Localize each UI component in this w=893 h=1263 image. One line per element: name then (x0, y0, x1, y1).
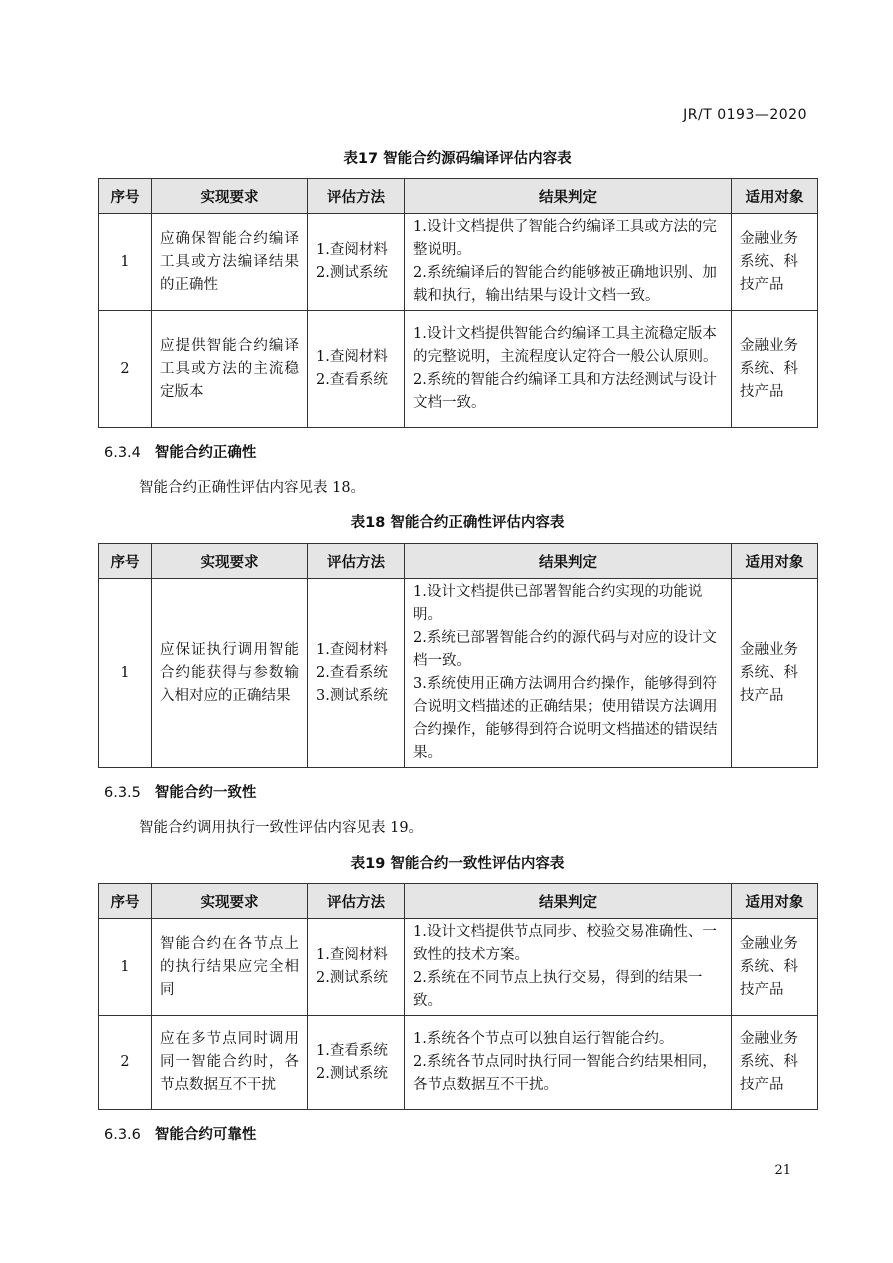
target-cell: 金融业务系统、科技产品 (732, 1016, 818, 1110)
table19-header-row (99, 884, 818, 919)
method-item: 1.查阅材料 (316, 349, 388, 365)
table-row (99, 311, 818, 428)
column-header: 评估方法 (308, 179, 405, 214)
result-item: 1.设计文档提供智能合约编译工具主流稳定版本的完整说明，主流程度认定符合一般公认原则。 (413, 326, 718, 365)
paragraph: 智能合约调用执行一致性评估内容见表 19。 (139, 820, 424, 836)
table18 (98, 543, 818, 768)
row-number: 2 (99, 1016, 152, 1110)
column-header: 评估方法 (308, 544, 405, 579)
method-item: 1.查阅材料 (316, 947, 388, 963)
result-item: 1.系统各个节点可以独自运行智能合约。 (413, 1031, 674, 1047)
section-heading-6-3-6 (104, 1123, 256, 1144)
requirement-cell: 应提供智能合约编译工具或方法的主流稳定版本 (152, 311, 308, 428)
target-cell: 金融业务系统、科技产品 (732, 214, 818, 311)
page-number: 21 (774, 1163, 791, 1178)
standard-code: JR/T 0193—2020 (683, 107, 807, 123)
section-number: 6.3.6 (104, 1127, 141, 1143)
column-header: 结果判定 (405, 544, 732, 579)
section-title: 智能合约一致性 (154, 785, 257, 801)
method-item: 2.测试系统 (316, 265, 388, 281)
row-number: 1 (99, 919, 152, 1016)
method-cell (308, 579, 405, 768)
result-item: 1.设计文档提供已部署智能合约实现的功能说明。 (413, 584, 703, 623)
result-cell (405, 579, 732, 768)
table-row (99, 1016, 818, 1110)
section-heading-6-3-4 (104, 441, 256, 462)
method-cell (308, 1016, 405, 1110)
requirement-cell: 应在多节点同时调用同一智能合约时，各节点数据互不干扰 (152, 1016, 308, 1110)
column-header: 适用对象 (732, 179, 818, 214)
row-number: 2 (99, 311, 152, 428)
method-item: 2.查看系统 (316, 664, 388, 681)
method-item: 1.查阅材料 (316, 242, 388, 258)
table-row (99, 579, 818, 768)
result-item: 2.系统的智能合约编译工具和方法经测试与设计文档一致。 (413, 372, 717, 411)
column-header: 实现要求 (152, 179, 308, 214)
method-item: 2.测试系统 (316, 1065, 388, 1082)
target-cell: 金融业务系统、科技产品 (732, 919, 818, 1016)
method-item: 3.测试系统 (316, 687, 388, 704)
result-cell (405, 1016, 732, 1110)
method-item: 1.查阅材料 (316, 641, 388, 658)
section-number: 6.3.5 (104, 785, 141, 801)
result-item: 2.系统各节点同时执行同一智能合约结果相同，各节点数据互不干扰。 (413, 1054, 717, 1093)
method-cell (308, 919, 405, 1016)
requirement-cell: 应保证执行调用智能合约能获得与参数输入相对应的正确结果 (152, 579, 308, 768)
requirement-cell: 应确保智能合约编译工具或方法编译结果的正确性 (152, 214, 308, 311)
table-row (99, 919, 818, 1016)
method-item: 1.查看系统 (316, 1042, 388, 1059)
result-item: 1.设计文档提供了智能合约编译工具或方法的完整说明。 (413, 219, 717, 258)
result-item: 2.系统编译后的智能合约能够被正确地识别、加载和执行，输出结果与设计文档一致。 (413, 265, 717, 304)
table17 (98, 178, 818, 428)
section-heading-6-3-5 (104, 781, 256, 802)
result-item: 2.系统已部署智能合约的源代码与对应的设计文档一致。 (413, 630, 717, 669)
section-title: 智能合约正确性 (154, 445, 257, 461)
column-header: 适用对象 (732, 884, 818, 919)
result-item: 1.设计文档提供节点同步、校验交易准确性、一致性的技术方案。 (413, 924, 717, 963)
column-header: 实现要求 (152, 884, 308, 919)
table-row (99, 214, 818, 311)
method-item: 2.测试系统 (316, 970, 388, 986)
method-cell (308, 311, 405, 428)
section-title: 智能合约可靠性 (154, 1127, 257, 1143)
table19 (98, 883, 818, 1110)
table17-caption: 表17 智能合约源码编译评估内容表 (343, 151, 572, 167)
paragraph: 智能合约正确性评估内容见表 18。 (139, 480, 366, 496)
table18-header-row (99, 544, 818, 579)
result-cell (405, 214, 732, 311)
row-number: 1 (99, 214, 152, 311)
section-number: 6.3.4 (104, 445, 141, 461)
column-header: 序号 (99, 884, 152, 919)
row-number: 1 (99, 579, 152, 768)
result-cell (405, 311, 732, 428)
target-cell: 金融业务系统、科技产品 (732, 579, 818, 768)
column-header: 结果判定 (405, 884, 732, 919)
column-header: 结果判定 (405, 179, 732, 214)
column-header: 序号 (99, 179, 152, 214)
result-item: 3.系统使用正确方法调用合约操作，能够得到符合说明文档描述的正确结果；使用错误方法调用合约操作，能够得到符合说明文档描述的错误结果。 (413, 676, 718, 761)
requirement-cell: 智能合约在各节点上的执行结果应完全相同 (152, 919, 308, 1016)
method-cell (308, 214, 405, 311)
table19-caption: 表19 智能合约一致性评估内容表 (350, 856, 565, 872)
result-cell (405, 919, 732, 1016)
result-item: 2.系统在不同节点上执行交易，得到的结果一致。 (413, 970, 703, 1009)
column-header: 适用对象 (732, 544, 818, 579)
method-item: 2.查看系统 (316, 372, 388, 388)
column-header: 实现要求 (152, 544, 308, 579)
table18-caption: 表18 智能合约正确性评估内容表 (350, 515, 565, 531)
table17-header-row (99, 179, 818, 214)
column-header: 评估方法 (308, 884, 405, 919)
column-header: 序号 (99, 544, 152, 579)
target-cell: 金融业务系统、科技产品 (732, 311, 818, 428)
